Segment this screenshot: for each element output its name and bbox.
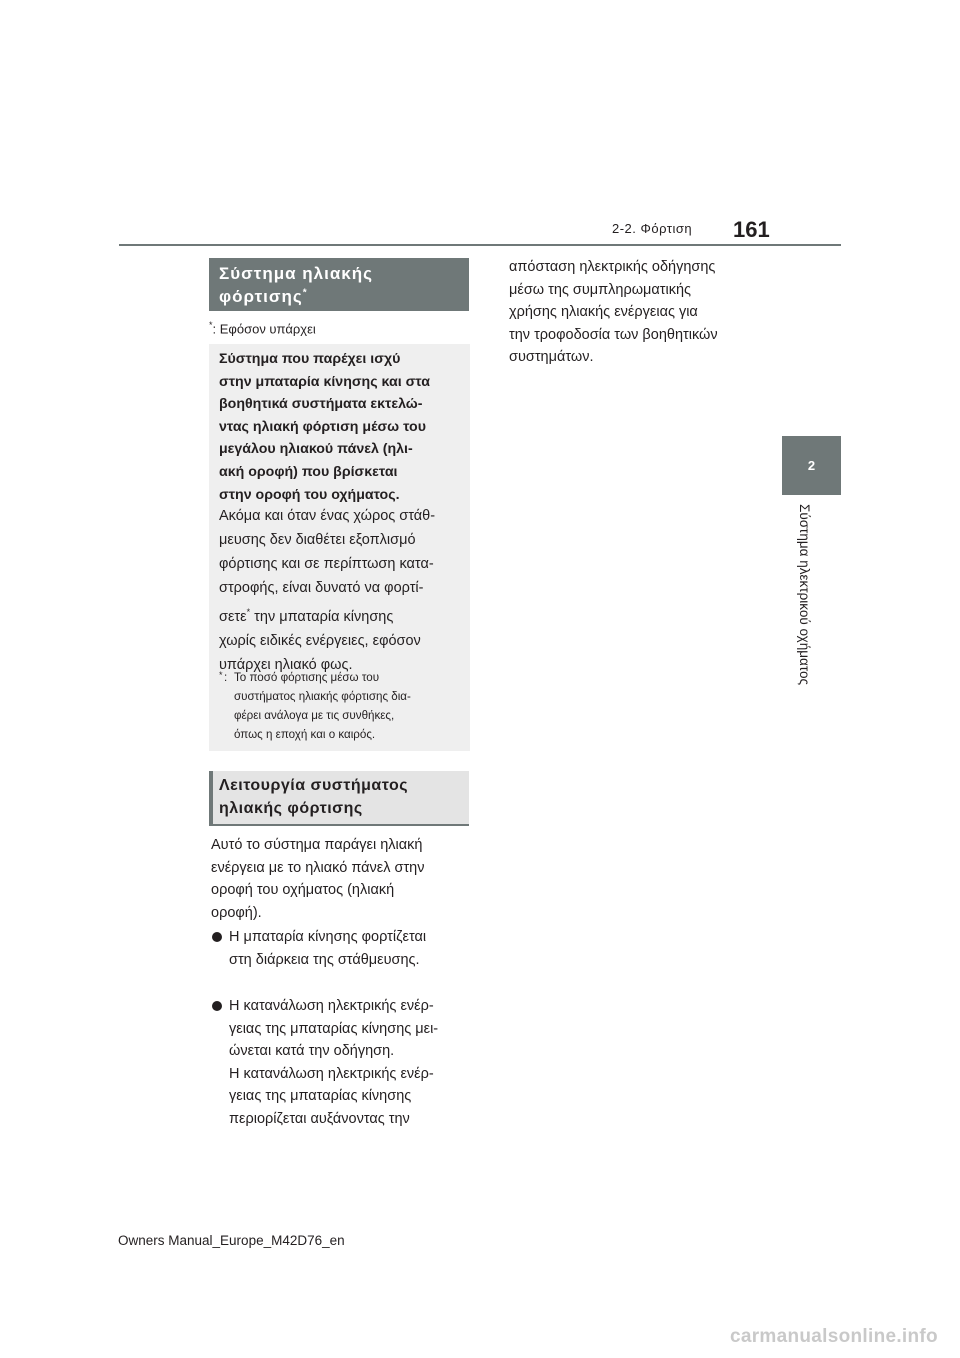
bullet-line: Η κατανάλωση ηλεκτρικής ενέρ- (229, 1065, 434, 1082)
bullet-item (211, 995, 471, 1131)
bullet-text (229, 926, 471, 971)
bullet-dot-icon (212, 1001, 222, 1011)
right-line: χρήσης ηλιακής ενέργειας για (509, 304, 698, 321)
footnote-colon: : (224, 671, 228, 684)
intro-bold-line: Σύστημα που παρέχει ισχύ (219, 351, 401, 367)
availability-note (209, 320, 316, 336)
heading-line-1: Λειτουργία συστήματος (219, 777, 409, 794)
bullet-dot-icon (212, 932, 222, 942)
bullet-line: ώνεται κατά την οδήγηση. (229, 1043, 395, 1060)
body-line: Αυτό το σύστημα παράγει ηλιακή (211, 837, 423, 853)
intro-paragraph (219, 504, 464, 677)
heading-asterisk: * (302, 287, 308, 299)
footnote-line: όπως η εποχή και ο καιρός. (234, 728, 376, 741)
right-line: μέσω της συμπληρωματικής (509, 281, 692, 298)
intro-asterisk: * (246, 607, 251, 617)
heading-line-2 (219, 285, 459, 308)
intro-bold-line: στην οροφή του οχήματος. (219, 486, 400, 503)
watermark: carmanualsonline.info (730, 1326, 938, 1347)
intro-line: χωρίς ειδικές ενέργειες, εφόσον (219, 632, 421, 649)
intro-bold-line: ακή οροφή) που βρίσκεται (219, 463, 398, 480)
intro-line-part: σετε (219, 608, 247, 625)
intro-line: μευσης δεν διαθέτει εξοπλισμό (219, 532, 416, 548)
availability-text: : Εφόσον υπάρχει (212, 321, 316, 337)
intro-bold-line: ντας ηλιακή φόρτιση μέσω του (219, 418, 426, 435)
right-line: την τροφοδοσία των βοηθητικών (509, 326, 718, 343)
intro-line-part: την μπαταρία κίνησης (250, 608, 394, 625)
chapter-tab (782, 436, 841, 495)
intro-bold-line: βοηθητικά συστήματα εκτελώ- (219, 396, 423, 413)
body-line: οροφή). (211, 904, 262, 921)
bullet-line: Η κατανάλωση ηλεκτρικής ενέρ- (229, 998, 434, 1014)
body-line: οροφή του οχήματος (ηλιακή (211, 882, 395, 899)
operation-paragraph (211, 834, 471, 924)
body-line: ενέργεια με το ηλιακό πάνελ στην (211, 859, 425, 876)
page-number: 161 (733, 217, 770, 242)
right-line: απόσταση ηλεκτρικής οδήγησης (509, 259, 716, 275)
footnote-asterisk: * (219, 670, 223, 680)
charging-footnote (219, 668, 467, 744)
footnote-line: συστήματος ηλιακής φόρτισης δια- (234, 690, 411, 703)
right-column-paragraph (509, 256, 769, 369)
chapter-number: 2 (807, 458, 816, 473)
heading-accent-bar (209, 771, 213, 824)
footnote-text (234, 668, 467, 744)
intro-line: στροφής, είναι δυνατό να φορτί- (219, 580, 424, 596)
footnote-line: Το ποσό φόρτισης μέσω του (234, 671, 380, 684)
bullet-line: Η μπαταρία κίνησης φορτίζεται (229, 929, 427, 945)
intro-line: Ακόμα και όταν ένας χώρος στάθ- (219, 508, 436, 524)
intro-bold-text (219, 348, 464, 506)
bullet-line: γειας της μπαταρίας κίνησης μει- (229, 1020, 439, 1037)
footer-manual-id: Owners Manual_Europe_M42D76_en (118, 1233, 345, 1248)
section-title: 2-2. Φόρτιση (612, 221, 693, 236)
availability-asterisk: * (209, 320, 213, 330)
bullet-line: περιορίζεται αυξάνοντας την (229, 1110, 410, 1127)
chapter-title-vertical: Σύστημα ηλεκτρικού οχήματος (797, 504, 812, 685)
section-heading-solar-system (209, 258, 469, 311)
intro-bold-line: στην μπαταρία κίνησης και στα (219, 373, 430, 390)
heading-line-2-text: φόρτισης (219, 287, 303, 306)
intro-line: φόρτισης και σε περίπτωση κατα- (219, 556, 434, 572)
intro-line: υπάρχει ηλιακό φως. (219, 656, 353, 673)
intro-bold-line: μεγάλου ηλιακού πάνελ (ηλι- (219, 441, 413, 458)
header-rule (119, 244, 841, 246)
bullet-line: στη διάρκεια της στάθμευσης. (229, 951, 420, 968)
right-line: συστημάτων. (509, 349, 594, 366)
bullet-text (229, 995, 471, 1131)
bullet-line: γειας της μπαταρίας κίνησης (229, 1088, 412, 1105)
heading-line-2: ηλιακής φόρτισης (219, 800, 363, 817)
footnote-line: φέρει ανάλογα με τις συνθήκες, (234, 709, 395, 722)
bullet-item (211, 926, 471, 971)
section-heading-operation (209, 771, 469, 826)
intro-line (219, 600, 464, 629)
heading-line-1: Σύστημα ηλιακής (219, 264, 373, 283)
